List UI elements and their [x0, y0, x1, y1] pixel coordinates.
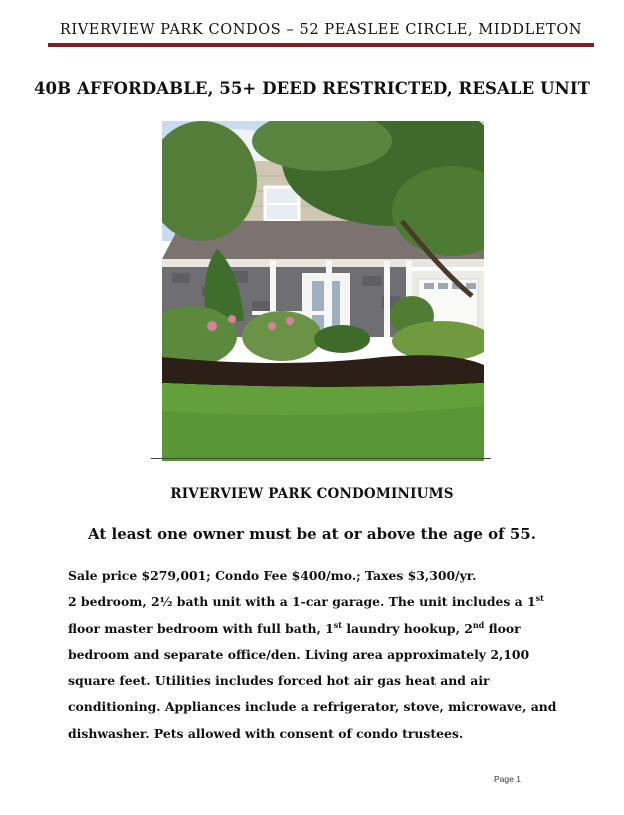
- description-part: 2 bedroom, 2½ bath unit with a 1-car garage. The unit includes a 1: [68, 594, 536, 610]
- description-part: laundry hookup, 2: [342, 620, 473, 636]
- ordinal-suffix: st: [535, 593, 544, 604]
- photo-baseline: [151, 458, 491, 459]
- house-photo: [162, 121, 484, 461]
- ordinal-suffix: st: [333, 619, 342, 630]
- section-subtitle: RIVERVIEW PARK CONDOMINIUMS: [170, 486, 454, 502]
- header-rule: [48, 43, 594, 47]
- description-part: floor bedroom and separate office/den. Living area approximately 2,100 square feet. Utilities includes forced hot air gas heat and air conditioning. Appliances include a refrigerator, stove, microwave, and dishwasher. Pets allowed with consent of condo trustees.: [68, 620, 557, 741]
- page-title: 40B AFFORDABLE, 55+ DEED RESTRICTED, RESALE UNIT: [33, 79, 591, 98]
- price-line: Sale price $279,001; Condo Fee $400/mo.; Taxes $3,300/yr.: [68, 568, 477, 583]
- description-part: floor master bedroom with full bath, 1: [68, 620, 334, 636]
- ordinal-suffix: nd: [472, 619, 485, 630]
- listing-details: [68, 563, 578, 747]
- document-header: RIVERVIEW PARK CONDOS – 52 PEASLEE CIRCLE, MIDDLETON: [59, 22, 583, 38]
- description: [68, 589, 578, 747]
- page-number: Page 1: [494, 774, 521, 784]
- age-requirement: At least one owner must be at or above the age of 55.: [88, 525, 536, 543]
